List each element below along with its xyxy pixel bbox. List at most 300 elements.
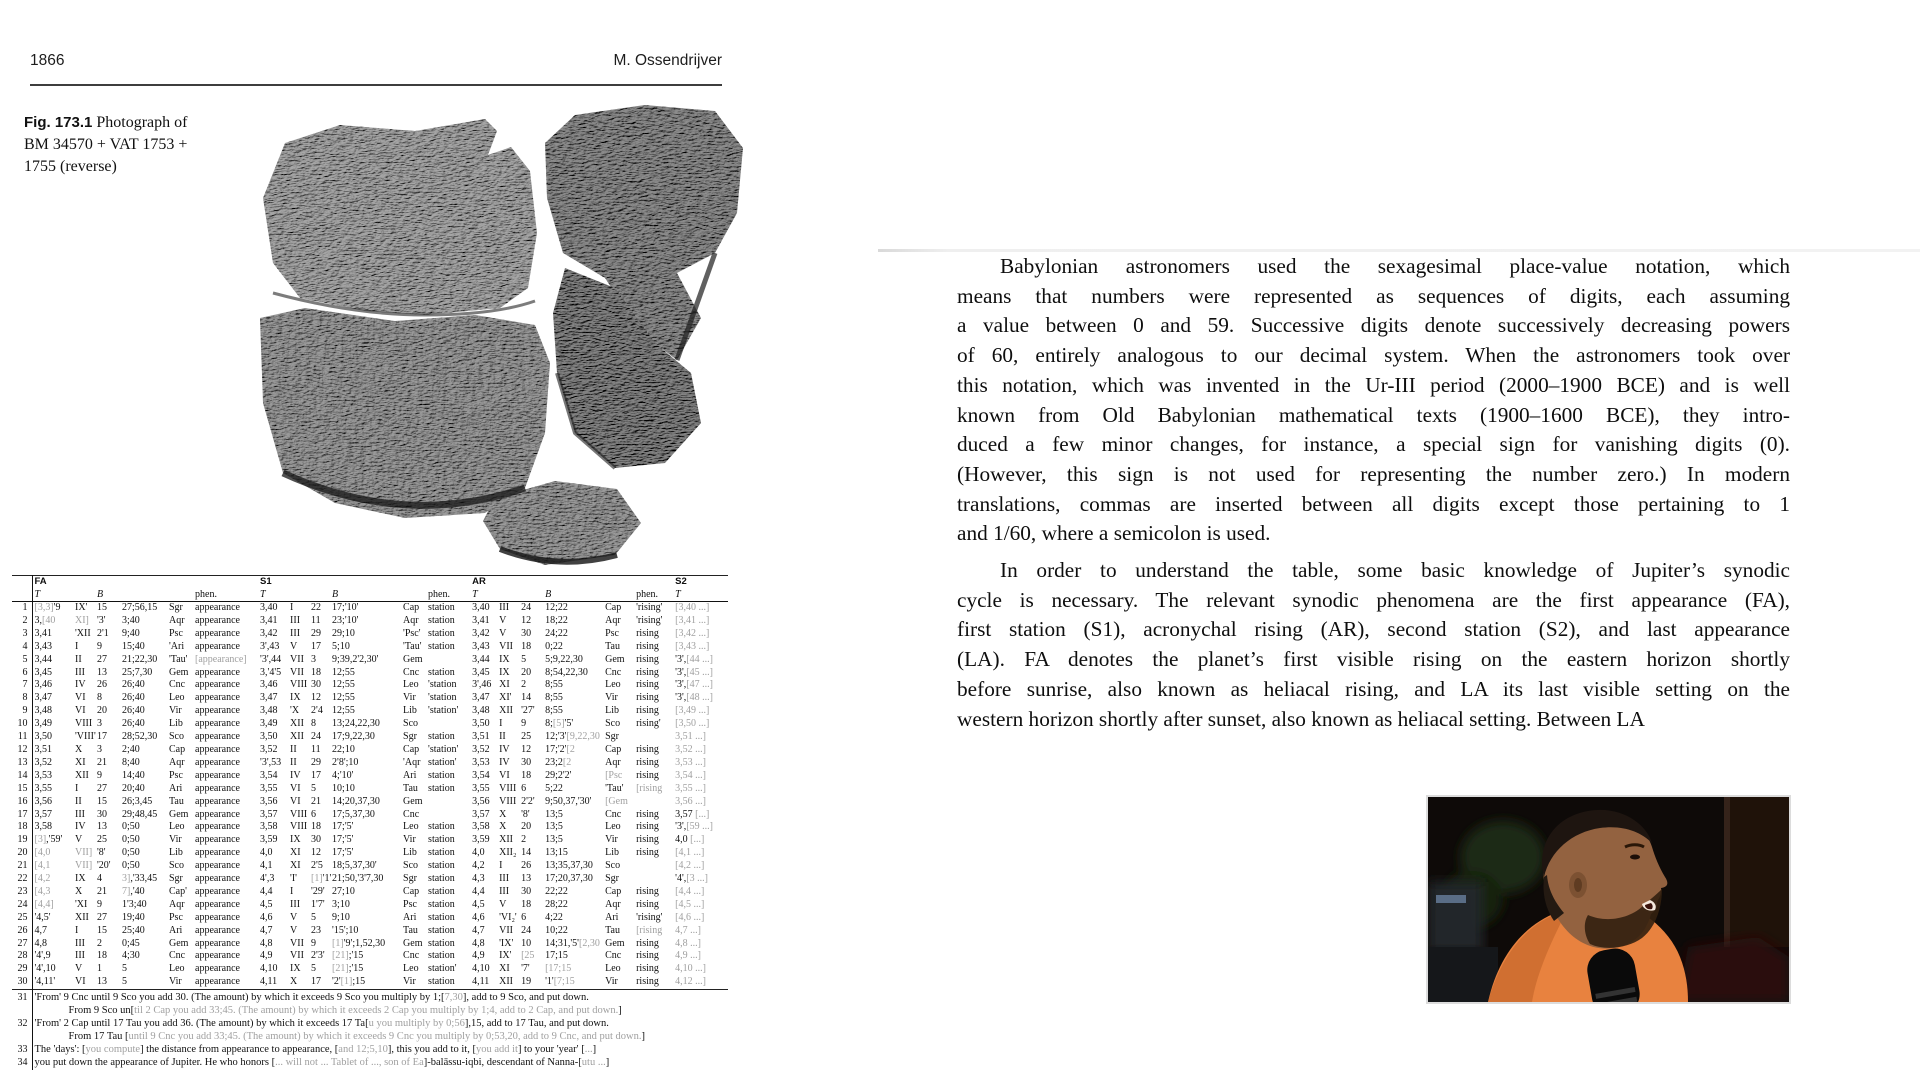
table-cell: 29 bbox=[12, 963, 32, 976]
table-cell: Sgr bbox=[169, 602, 183, 613]
table-cell: 23;2[2 bbox=[545, 756, 572, 768]
table-cell: 13;35,37,30 bbox=[545, 860, 593, 872]
table-cell: 3,46 bbox=[34, 679, 52, 691]
table-cell: 3,47 bbox=[260, 692, 278, 704]
table-cell: 3,41 bbox=[34, 627, 52, 639]
table-cell: 9 bbox=[311, 937, 317, 949]
table-cell: [rising bbox=[636, 924, 663, 936]
table-cell: 30 bbox=[521, 756, 532, 768]
table-cell: station bbox=[428, 731, 455, 743]
table-cell: rising bbox=[636, 963, 659, 975]
table-cell: 3,57 bbox=[260, 808, 278, 820]
text-line: (LA). FA denotes the planet’s first visible rising on the eastern horizon shortly bbox=[957, 647, 1790, 672]
table-cell: 4,7 bbox=[472, 924, 485, 936]
table-cell: VII bbox=[290, 950, 304, 962]
table-cell: 4,7 ...] bbox=[675, 924, 701, 936]
table-cell: 25 bbox=[12, 912, 32, 925]
table-cell: 3,55 bbox=[260, 782, 278, 794]
eye bbox=[1630, 855, 1640, 860]
table-cell: 3],'33,45 bbox=[122, 873, 158, 885]
table-cell: [4,0 bbox=[34, 847, 51, 859]
table-cell: 3,57 [...] bbox=[675, 808, 710, 820]
table-cell: XII bbox=[499, 976, 513, 988]
table-cell: VIII bbox=[499, 795, 517, 807]
table-cell: 0;50 bbox=[122, 834, 140, 846]
table-cell: 'Tau' bbox=[403, 640, 422, 652]
table-cell: VIII bbox=[499, 782, 517, 794]
table-cell: 2'3' bbox=[311, 950, 325, 962]
table-cell: 21;50,'3'7,30 bbox=[332, 873, 384, 885]
table-cell: 4 bbox=[97, 873, 102, 885]
table-cell: XII bbox=[499, 834, 513, 846]
table-cell: 6 bbox=[521, 782, 527, 794]
table-cell: III bbox=[290, 614, 301, 626]
table-cell: [4,5 ...] bbox=[675, 898, 705, 910]
table-cell: 'Aqr bbox=[403, 756, 421, 768]
table-cell: VI bbox=[499, 769, 510, 781]
table-cell: Sgr bbox=[605, 873, 619, 885]
table-cell: appearance bbox=[195, 963, 240, 975]
table-cell: [appearance] bbox=[195, 653, 247, 665]
table-cell: 4,2 bbox=[472, 860, 485, 872]
table-cell: 24 bbox=[521, 602, 532, 613]
table-cell: 12 bbox=[311, 847, 322, 859]
table-cell: XI bbox=[499, 963, 510, 975]
table-cell: 26;40 bbox=[122, 718, 145, 730]
table-cell: Gem bbox=[403, 795, 423, 807]
table-cell: 17;'5' bbox=[332, 847, 354, 859]
table-cell: 4,9 bbox=[472, 950, 485, 962]
table-cell: III bbox=[75, 808, 85, 820]
table-cell: 6 bbox=[12, 667, 32, 680]
table-cell: Cnc bbox=[403, 808, 420, 820]
table-cell: Gem bbox=[403, 937, 423, 949]
table-cell: 8;55 bbox=[545, 679, 563, 691]
text-line: western horizon shortly after sunset, also known as heliacal setting. Between LA bbox=[957, 706, 1645, 731]
text-line: of 60, entirely analogous to our decimal system. When the astronomers took over bbox=[957, 343, 1790, 368]
table-cell: III bbox=[75, 937, 85, 949]
table-cell: Tau bbox=[169, 795, 184, 807]
table-cell: 'Tau' bbox=[605, 782, 624, 794]
table-cell: 4,8 bbox=[260, 937, 273, 949]
table-cell: 3,48 bbox=[472, 705, 490, 717]
table-cell: 28;52,30 bbox=[122, 731, 158, 743]
table-cell: 4;30 bbox=[122, 950, 140, 962]
table-cell: Leo bbox=[605, 821, 621, 833]
table-cell: '3',[44 ...] bbox=[675, 653, 713, 665]
table-cell: station bbox=[428, 911, 455, 923]
table-cell: Psc bbox=[403, 898, 417, 910]
table-cell: [3,43 ...] bbox=[675, 640, 710, 652]
table-cell: 3,40 bbox=[472, 602, 490, 613]
table-cell: 0;50 bbox=[122, 860, 140, 872]
table-cell: Aqr bbox=[169, 756, 185, 768]
table-cell: 5;22 bbox=[545, 782, 563, 794]
table-cell: 4,0 bbox=[260, 847, 273, 859]
table-cell: 3,52 bbox=[34, 756, 52, 768]
table-cell: II bbox=[499, 731, 506, 743]
table-cell: 12 bbox=[521, 743, 532, 755]
table-cell: 15 bbox=[97, 924, 107, 936]
table-cell: 'station bbox=[428, 692, 457, 704]
table-cell: appearance bbox=[195, 627, 240, 639]
table-cell: 17;'10' bbox=[332, 602, 359, 613]
table-cell: 3,44 bbox=[472, 653, 490, 665]
table-cell: 27;10 bbox=[332, 885, 355, 897]
table-cell: [17;15 bbox=[545, 963, 572, 975]
table-cell: Sgr bbox=[403, 731, 417, 743]
table-cell: 26;40 bbox=[122, 705, 145, 717]
table-cell: station bbox=[428, 666, 455, 678]
table-cell: 0;50 bbox=[122, 847, 140, 859]
table-cell: 4,0 [...] bbox=[675, 834, 705, 846]
table-cell: 24 bbox=[311, 731, 322, 743]
table-cell: 12;22 bbox=[545, 602, 568, 613]
table-cell: 19 bbox=[12, 834, 32, 847]
table-cell: station bbox=[428, 640, 455, 652]
table-cell: 2 bbox=[97, 937, 102, 949]
table-cell: 17 bbox=[311, 769, 322, 781]
table-cell: 4,4 bbox=[472, 885, 485, 897]
table-cell: VIII bbox=[290, 808, 308, 820]
table-cell: Tau bbox=[605, 640, 620, 652]
table-cell: 18;5,37,30' bbox=[332, 860, 377, 872]
table-cell: 28;22 bbox=[545, 898, 568, 910]
table-cell: rising bbox=[636, 898, 659, 910]
table-cell: 30 bbox=[311, 679, 322, 691]
table-cell: 3,41 bbox=[472, 614, 490, 626]
tablet-fragments bbox=[260, 105, 743, 565]
table-row bbox=[12, 679, 728, 692]
table-cell: I bbox=[75, 924, 79, 936]
table-cell: rising bbox=[636, 653, 659, 665]
table-cell: 3,56 bbox=[260, 795, 278, 807]
table-cell: Lib bbox=[169, 718, 183, 730]
table-cell: rising bbox=[636, 743, 659, 755]
subheader-phen: phen. bbox=[426, 588, 470, 602]
table-cell: Cap bbox=[403, 743, 420, 755]
table-row bbox=[12, 899, 728, 912]
table-cell: 18 bbox=[97, 950, 107, 962]
table-cell: Psc bbox=[605, 627, 619, 639]
table-cell: 8;55 bbox=[545, 692, 563, 704]
table-cell: station bbox=[428, 847, 455, 859]
table-cell: 30 bbox=[521, 627, 532, 639]
table-cell: 12 bbox=[12, 744, 32, 757]
table-cell: 3,58 bbox=[34, 821, 52, 833]
table-row bbox=[12, 654, 728, 667]
table-cell: [3,41 ...] bbox=[675, 614, 710, 626]
table-cell: I bbox=[499, 718, 503, 730]
footnote-text: 'From' 9 Cnc until 9 Sco you add 30. (The amount) by which it exceeds 9 Sco you multiply by 1;[7,30], add to 9 Sco, and put down. bbox=[32, 990, 728, 1005]
table-cell: 26 bbox=[12, 925, 32, 938]
table-cell: 0;45 bbox=[122, 937, 140, 949]
table-cell: VII] bbox=[75, 860, 93, 872]
table-cell: 12;55 bbox=[332, 705, 355, 717]
table-cell: station bbox=[428, 898, 455, 910]
table-cell: Vir bbox=[605, 834, 618, 846]
text-line: means that numbers were represented as sequences of digits, each assuming bbox=[957, 283, 1790, 308]
table-cell: '15';10 bbox=[332, 924, 359, 936]
table-cell: XI bbox=[75, 756, 86, 768]
table-cell: [21];'15 bbox=[332, 963, 364, 975]
table-row bbox=[12, 641, 728, 654]
table-cell: 'station' bbox=[428, 705, 459, 717]
text-line: this notation, which was invented in the Ur-III period (2000–1900 BCE) and is well bbox=[957, 372, 1790, 397]
table-cell: 'Tau' bbox=[169, 653, 188, 665]
table-cell: 13 bbox=[97, 821, 107, 833]
table-cell: VII] bbox=[75, 847, 93, 859]
table-cell: 29;2'2' bbox=[545, 769, 572, 781]
table-row bbox=[12, 705, 728, 718]
table-cell: rising bbox=[636, 950, 659, 962]
table-cell: 3,54 bbox=[472, 769, 490, 781]
table-cell: Ari bbox=[169, 782, 183, 794]
table-cell: III bbox=[290, 627, 301, 639]
table-cell: 12 bbox=[311, 692, 322, 704]
table-row bbox=[12, 938, 728, 951]
subheader-B: B bbox=[543, 588, 603, 602]
table-cell: IV bbox=[499, 743, 510, 755]
table-cell: 8;40 bbox=[122, 756, 140, 768]
table-body bbox=[12, 602, 728, 990]
table-cell: [4,3 bbox=[34, 885, 51, 897]
table-cell: '3' bbox=[97, 614, 106, 626]
table-cell: VIII bbox=[290, 679, 308, 691]
table-cell: 20 bbox=[97, 705, 107, 717]
table-row bbox=[12, 950, 728, 963]
table-cell: 4,10 bbox=[472, 963, 490, 975]
table-cell: 'X bbox=[290, 705, 300, 717]
table-cell: station' bbox=[428, 756, 457, 768]
table-cell: 'station bbox=[428, 679, 457, 691]
table-cell: 25 bbox=[97, 834, 107, 846]
table-cell: VI bbox=[75, 705, 86, 717]
table-cell: 9;39,2'2,30' bbox=[332, 653, 379, 665]
table-cell: 3,44 bbox=[34, 653, 52, 665]
table-cell: station bbox=[428, 614, 455, 626]
table-cell: [25 bbox=[521, 950, 535, 962]
table-cell: Psc bbox=[169, 627, 183, 639]
table-cell: 30 bbox=[311, 834, 322, 846]
table-cell: Sco bbox=[403, 860, 419, 872]
table-cell: 'XII bbox=[75, 627, 91, 639]
table-cell: 1'3;40 bbox=[122, 898, 147, 910]
table-cell: appearance bbox=[195, 885, 240, 897]
table-cell: Sgr bbox=[403, 873, 417, 885]
table-cell: 3,43 bbox=[34, 640, 52, 652]
table-row bbox=[12, 667, 728, 680]
table-cell: Vir bbox=[605, 976, 618, 988]
table-cell: X bbox=[499, 808, 507, 820]
table-cell: 3,56 ...] bbox=[675, 795, 706, 807]
table-cell: 18 bbox=[521, 769, 532, 781]
table-cell: 13;15 bbox=[545, 847, 568, 859]
table-row bbox=[12, 628, 728, 641]
table-cell bbox=[426, 718, 470, 731]
table-cell: 3,50 bbox=[472, 718, 490, 730]
table-cell: 12;55 bbox=[332, 666, 355, 678]
table-cell: 3;10 bbox=[332, 898, 350, 910]
table-cell: III bbox=[75, 950, 85, 962]
table-cell: V bbox=[290, 640, 298, 652]
table-cell: appearance bbox=[195, 743, 240, 755]
table-cell: XII bbox=[499, 705, 513, 717]
table-cell: Aqr bbox=[169, 898, 185, 910]
table-cell: station bbox=[428, 821, 455, 833]
table-cell: III bbox=[499, 873, 510, 885]
table-cell: X bbox=[290, 976, 298, 988]
table-cell: appearance bbox=[195, 808, 240, 820]
table-cell: station bbox=[428, 834, 455, 846]
table-cell: 'rising' bbox=[636, 911, 663, 923]
table-cell bbox=[426, 654, 470, 667]
text-line: cycle is necessary. The relevant synodic phenomena are the first appearance (FA), bbox=[957, 587, 1790, 612]
table-cell: station bbox=[428, 602, 455, 613]
table-cell: XI] bbox=[75, 614, 89, 626]
paragraph bbox=[957, 252, 1790, 549]
table-cell: 4,8 bbox=[34, 937, 47, 949]
table-cell: V bbox=[290, 911, 298, 923]
table-cell: 22 bbox=[12, 873, 32, 886]
table-cell: III bbox=[290, 898, 301, 910]
table-cell: rising bbox=[636, 769, 659, 781]
table-cell: rising bbox=[636, 705, 659, 717]
table-cell: 13;5 bbox=[545, 808, 563, 820]
webcam-video[interactable] bbox=[1426, 795, 1791, 1004]
table-cell: 3,57 bbox=[34, 808, 52, 820]
table-cell: 17 bbox=[12, 809, 32, 822]
table-cell: 28 bbox=[12, 950, 32, 963]
table-cell: [4,1 bbox=[34, 860, 51, 872]
table-cell: 9 bbox=[97, 898, 102, 910]
table-cell: VII bbox=[290, 666, 304, 678]
table-cell: 22;10 bbox=[332, 743, 355, 755]
table-cell: Leo bbox=[403, 821, 419, 833]
table-cell: 4,1 bbox=[260, 860, 273, 872]
table-cell: 3,50 bbox=[34, 731, 52, 743]
table-cell: 24 bbox=[12, 899, 32, 912]
table-cell: 29;10 bbox=[332, 627, 355, 639]
table-row bbox=[12, 847, 728, 860]
paragraph bbox=[957, 556, 1790, 734]
table-cell: 18 bbox=[12, 821, 32, 834]
table-cell: Psc bbox=[169, 911, 183, 923]
table-cell: Sgr bbox=[605, 731, 619, 743]
col-group-s2: S2 bbox=[673, 576, 728, 589]
table-cell: rising' bbox=[636, 718, 661, 730]
table-cell: 27;56,15 bbox=[122, 602, 158, 613]
table-cell: 0;22 bbox=[545, 640, 563, 652]
table-cell: Gem bbox=[169, 666, 189, 678]
table-row bbox=[12, 873, 728, 886]
table-cell: '20' bbox=[97, 860, 111, 872]
col-group-fa: FA bbox=[32, 576, 73, 589]
table-cell: '4',[3 ...] bbox=[675, 873, 708, 885]
table-cell: 2'8';10 bbox=[332, 756, 359, 768]
table-cell: station bbox=[428, 976, 455, 988]
table-cell: Aqr bbox=[605, 898, 621, 910]
table-cell: IV bbox=[290, 769, 301, 781]
table-cell: 20 bbox=[521, 821, 532, 833]
table-cell: [3,50 ...] bbox=[675, 718, 710, 730]
table-cell: 3,54 ...] bbox=[675, 769, 706, 781]
table-cell: 2'1 bbox=[97, 627, 109, 639]
table-cell: station bbox=[428, 782, 455, 794]
table-cell: 9;50,37,'30' bbox=[545, 795, 592, 807]
table-cell: Cnc bbox=[605, 666, 622, 678]
table-cell: Leo bbox=[169, 692, 185, 704]
table-cell: appearance bbox=[195, 692, 240, 704]
table-cell: [3,42 ...] bbox=[675, 627, 710, 639]
table-cell: 3,55 ...] bbox=[675, 782, 706, 794]
table-cell: Cnc bbox=[403, 666, 420, 678]
table-cell: IV bbox=[75, 821, 86, 833]
table-cell: III bbox=[75, 666, 85, 678]
table-cell: Cap bbox=[169, 743, 186, 755]
table-cell: 23;'10' bbox=[332, 614, 359, 626]
table-cell: '3',53 bbox=[260, 756, 282, 768]
table-cell: 4,8 bbox=[472, 937, 485, 949]
table-cell: rising bbox=[636, 808, 659, 820]
table-cell: IX bbox=[290, 963, 301, 975]
text-line: before sunrise, also known as heliacal rising, and LA its last visible setting on the bbox=[957, 676, 1790, 701]
table-cell: 16 bbox=[12, 796, 32, 809]
table-cell: 4,10 bbox=[260, 963, 278, 975]
table-cell: '3',[48 ...] bbox=[675, 692, 713, 704]
table-cell: 4,5 bbox=[472, 898, 485, 910]
table-cell: XII₂ bbox=[499, 847, 517, 859]
text-line: and 1/60, where a semicolon is used. bbox=[957, 521, 1271, 546]
table-cell: Cap bbox=[605, 602, 622, 613]
table-cell: [Psc bbox=[605, 769, 623, 781]
table-cell: Lib bbox=[605, 705, 619, 717]
table-cell: V bbox=[290, 924, 298, 936]
table-cell: appearance bbox=[195, 847, 240, 859]
table-cell: 3,43 bbox=[472, 640, 490, 652]
table-cell: 5 bbox=[311, 911, 317, 923]
footnote-number bbox=[12, 1031, 32, 1044]
table-cell: 5 bbox=[521, 653, 527, 665]
table-cell: 3,46 bbox=[260, 679, 278, 691]
table-cell: 11 bbox=[311, 614, 321, 626]
table-cell: VIII bbox=[75, 718, 93, 730]
table-cell bbox=[634, 731, 673, 744]
table-cell: 3,51 bbox=[34, 743, 52, 755]
table-cell: 11 bbox=[12, 731, 32, 744]
table-cell: [3,3]'9 bbox=[34, 602, 61, 613]
table-cell: station bbox=[428, 627, 455, 639]
table-cell: Cap bbox=[403, 602, 420, 613]
table-cell: II bbox=[75, 653, 82, 665]
text-line: known from Old Babylonian mathematical texts (1900–1600 BCE), they intro- bbox=[957, 402, 1790, 427]
table-cell: 4 bbox=[12, 641, 32, 654]
table-cell: 27 bbox=[12, 938, 32, 951]
table-cell: 25 bbox=[521, 731, 532, 743]
table-cell: 4,11 bbox=[260, 976, 278, 988]
table-cell: 'rising' bbox=[636, 614, 663, 626]
table-cell: 10 bbox=[12, 718, 32, 731]
table-cell: Gem bbox=[169, 808, 189, 820]
table-cell: 3,55 bbox=[34, 782, 52, 794]
subheader-phen: phen. bbox=[634, 588, 673, 602]
table-cell: XII bbox=[75, 769, 89, 781]
table-cell: 3,49 bbox=[260, 718, 278, 730]
table-cell: 0;50 bbox=[122, 821, 140, 833]
table-cell: I bbox=[290, 885, 294, 897]
table-cell: 8 bbox=[311, 718, 317, 730]
running-head-author: M. Ossendrijver bbox=[613, 52, 722, 69]
